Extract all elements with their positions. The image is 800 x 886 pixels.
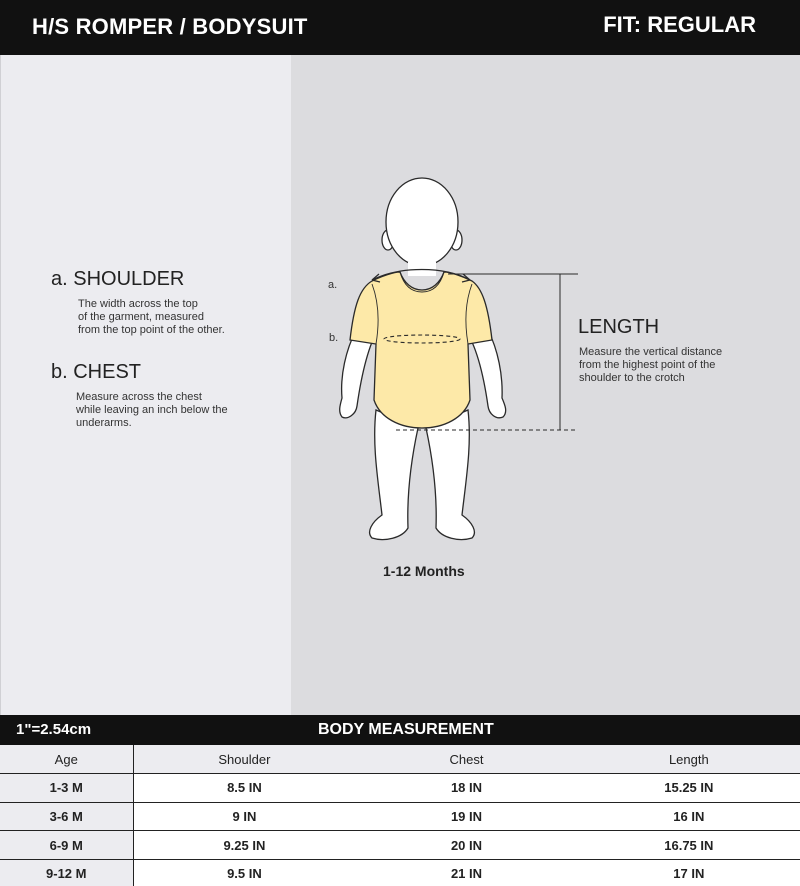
- shoulder-desc-line: from the top point of the other.: [78, 324, 225, 336]
- header-bar: [0, 0, 800, 55]
- shoulder-desc-line: The width across the top: [78, 298, 198, 310]
- bodysuit-shape: [350, 272, 492, 428]
- fit-label: FIT: REGULAR: [603, 12, 756, 37]
- cell-chest: 20 IN: [355, 831, 577, 860]
- chest-desc-line: underarms.: [76, 417, 132, 429]
- shoulder-description: [78, 298, 225, 337]
- age-range-caption: 1-12 Months: [383, 563, 465, 579]
- unit-conversion-note: 1"=2.54cm: [16, 721, 92, 738]
- cell-shoulder: 9.5 IN: [133, 859, 355, 886]
- baby-figure-illustration: [320, 170, 610, 550]
- table-row: [0, 831, 800, 860]
- table-title: BODY MEASUREMENT: [318, 721, 494, 738]
- cell-length: 15.25 IN: [578, 774, 800, 803]
- table-row: [0, 802, 800, 831]
- table-header-bar: [0, 715, 800, 745]
- shoulder-desc-line: of the garment, measured: [78, 311, 204, 323]
- cell-shoulder: 9.25 IN: [133, 831, 355, 860]
- cell-length: 17 IN: [578, 859, 800, 886]
- column-header-shoulder: Shoulder: [133, 745, 355, 774]
- size-table-section: [0, 715, 800, 886]
- table-row: [0, 774, 800, 803]
- cell-age: 3-6 M: [0, 802, 133, 831]
- cell-length: 16 IN: [578, 802, 800, 831]
- cell-chest: 19 IN: [355, 802, 577, 831]
- length-desc-line: shoulder to the crotch: [579, 372, 685, 384]
- cell-chest: 18 IN: [355, 774, 577, 803]
- chest-marker: b.: [329, 332, 339, 344]
- chest-description: [76, 391, 228, 430]
- column-header-length: Length: [578, 745, 800, 774]
- length-title: LENGTH: [578, 316, 660, 338]
- length-desc-line: Measure the vertical distance: [579, 346, 723, 358]
- chest-desc-line: while leaving an inch below the: [76, 404, 228, 416]
- cell-chest: 21 IN: [355, 859, 577, 886]
- length-desc-line: from the highest point of the: [579, 359, 716, 371]
- cell-age: 6-9 M: [0, 831, 133, 860]
- chest-desc-line: Measure across the chest: [76, 391, 202, 403]
- size-chart-table: [0, 745, 800, 886]
- cell-age: 1-3 M: [0, 774, 133, 803]
- cell-shoulder: 9 IN: [133, 802, 355, 831]
- shoulder-title: a. SHOULDER: [51, 268, 185, 290]
- column-header-chest: Chest: [355, 745, 577, 774]
- instructions-panel: [0, 55, 291, 715]
- cell-age: 9-12 M: [0, 859, 133, 886]
- cell-length: 16.75 IN: [578, 831, 800, 860]
- table-row: [0, 859, 800, 886]
- cell-shoulder: 8.5 IN: [133, 774, 355, 803]
- product-title: H/S ROMPER / BODYSUIT: [32, 14, 308, 39]
- column-header-age: Age: [0, 745, 133, 774]
- shoulder-marker: a.: [328, 279, 338, 291]
- table-column-header-row: [0, 745, 800, 774]
- chest-title: b. CHEST: [51, 361, 142, 383]
